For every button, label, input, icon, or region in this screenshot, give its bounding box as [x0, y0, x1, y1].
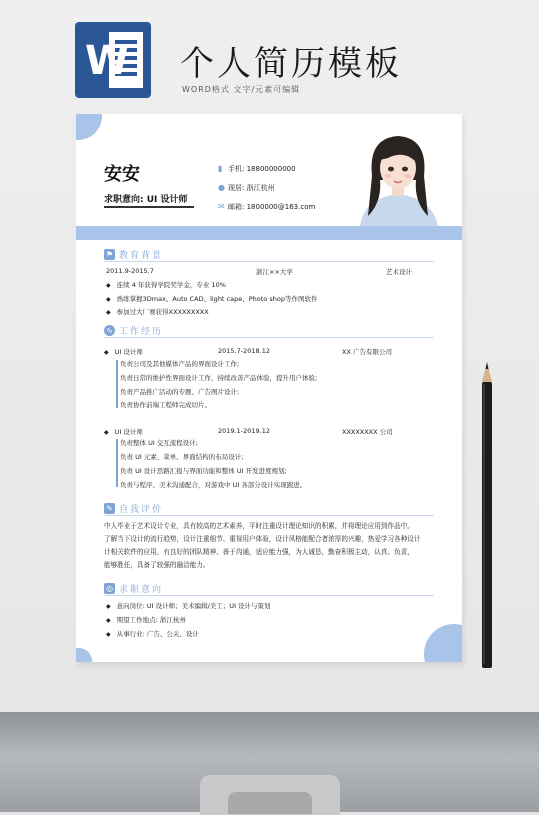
divider [104, 206, 194, 208]
edu-major: 艺术设计 [386, 268, 412, 276]
pen-illustration [480, 362, 494, 668]
comment-icon: ✎ [104, 503, 115, 514]
flag-icon: ⚑ [105, 250, 114, 259]
duty-item: 负责产品推广活动的专题、广告图片设计; [120, 388, 240, 396]
duty-bar [116, 439, 118, 487]
corner-decoration [424, 624, 462, 662]
evaluation-line: 能够胜任，具备了较强的融洽能力。 [104, 561, 210, 569]
list-item: ◆ 从事行业: 广告、公关、设计 [106, 629, 199, 638]
duty-item: 负责 UI 设计思路汇报与界面功能和整体 UI 开发进度规划; [120, 467, 287, 475]
phone-icon: ▮ [218, 164, 223, 173]
candidate-name: 安安 [104, 164, 140, 185]
page-subtitle: WORD格式 文字/元素可编辑 [182, 85, 301, 94]
corner-decoration [76, 114, 102, 140]
duty-bar [116, 360, 118, 408]
mail-icon: ✉ [218, 202, 225, 211]
target-icon: ◎ [104, 583, 115, 594]
resume-paper: 安安 求职意向: UI 设计师 ▮ 手机: 18800000000 ● 现居: 浙江杭州 ✉ 邮箱: 1800000@163.com ⚑ 教育背景 2011.9-2015.7 浙江××大学 艺术设计 ◆ 连续 4 年获得学院奖学金，专业 10% ◆ 熟练掌握3Dmax、Auto CAD、light cape、Photo shop等作图软件 ◆ 参加过大厂赛获得XXXXXXXXX ∿ 工作经历 ◆ UI 设计师 2015.7-2018.12 XX 广告有限公司 负责公司及其他媒体产品的界面设计工作; 负责日常的维护性界面设计工作，持续改善产品体验，提升用户体验; 负责产品推广活动的专题、广告图片设计; 负责协作前端工程师完成切片。 ◆ UI 设计师 2019.1-2019.12 XXXXXXXX 公司 负责整体 UI 交互流程设计; 负责 UI 元素、菜单、界面结构的布局设计; 负责 UI 设计思路汇报与界面功能和整体 UI 开发进度规划; 负责与程序、美术沟通配合，对游戏中 UI 各部分设计实现跟进。 ✎ 自我评价 中人毕业于艺术设计专业，具有较高的艺术素养，平时注重设计理论知识的积累，并将理论应用到作品中。 了解当下设计的流行趋势，设计注重细节、重视用户体验，设计风格能配合者浓厚的兴趣，热爱学习各种设计 计相关软件的应用，有良好的团队精神、善于沟通，适应能力强，为人诚恳，勤奋积极主动，认真、负责， 能够胜任，具备了较强的融洽能力。 ◎ 求职意向 ◆ 意向岗位: UI 设计师；美术编辑/美工；UI 设计与策划 ◆ 期望工作地点: 浙江杭州 ◆ 从事行业: 广告、公关、设计 [76, 114, 462, 662]
evaluation-line: 中人毕业于艺术设计专业，具有较高的艺术素养，平时注重设计理论知识的积累，并将理论应用到作品中。 [104, 522, 414, 530]
contact-location: ● 现居: 浙江杭州 [218, 183, 275, 192]
evaluation-line: 计相关软件的应用，有良好的团队精神、善于沟通，适应能力强，为人诚恳，勤奋积极主动，认真、负责， [104, 548, 414, 556]
job-company: XXXXXXXX 公司 [342, 428, 393, 436]
duty-item: 负责公司及其他媒体产品的界面设计工作; [120, 360, 240, 368]
list-item: ◆ 意向岗位: UI 设计师；美术编辑/美工；UI 设计与策划 [106, 601, 271, 610]
duty-item: 负责与程序、美术沟通配合，对游戏中 UI 各部分设计实现跟进。 [120, 481, 307, 489]
location-icon: ● [218, 183, 225, 192]
list-item: ◆ 参加过大厂赛获得XXXXXXXXX [106, 307, 209, 316]
contact-email: ✉ 邮箱: 1800000@163.com [218, 202, 316, 211]
duty-item: 负责 UI 元素、菜单、界面结构的布局设计; [120, 453, 244, 461]
corner-decoration [76, 648, 92, 662]
duty-item: 负责整体 UI 交互流程设计; [120, 439, 198, 447]
clipboard-clip-top [228, 792, 312, 814]
duty-item: 负责日常的维护性界面设计工作，持续改善产品体验，提升用户体验; [120, 374, 318, 382]
job-role: ◆ UI 设计师 [104, 427, 143, 436]
edu-school: 浙江××大学 [256, 268, 293, 276]
swirl-icon: ∿ [104, 325, 115, 336]
list-item: ◆ 连续 4 年获得学院奖学金，专业 10% [106, 280, 226, 289]
header-band [76, 226, 462, 240]
job-company: XX 广告有限公司 [342, 348, 392, 356]
job-period: 2015.7-2018.12 [218, 347, 270, 355]
page-title: 个人简历模板 [180, 44, 402, 84]
list-item: ◆ 熟练掌握3Dmax、Auto CAD、light cape、Photo shop等作图软件 [106, 294, 317, 303]
job-role: ◆ UI 设计师 [104, 347, 143, 356]
edu-period: 2011.9-2015.7 [106, 267, 154, 275]
duty-item: 负责协作前端工程师完成切片。 [120, 401, 211, 409]
avatar [354, 128, 442, 226]
word-icon: W [75, 22, 151, 98]
job-intent: 求职意向: UI 设计师 [104, 195, 188, 205]
contact-phone: ▮ 手机: 18800000000 [218, 164, 296, 173]
evaluation-line: 了解当下设计的流行趋势，设计注重细节、重视用户体验，设计风格能配合者浓厚的兴趣，热爱学习各种设计 [104, 535, 421, 543]
list-item: ◆ 期望工作地点: 浙江杭州 [106, 615, 186, 624]
job-period: 2019.1-2019.12 [218, 427, 270, 435]
